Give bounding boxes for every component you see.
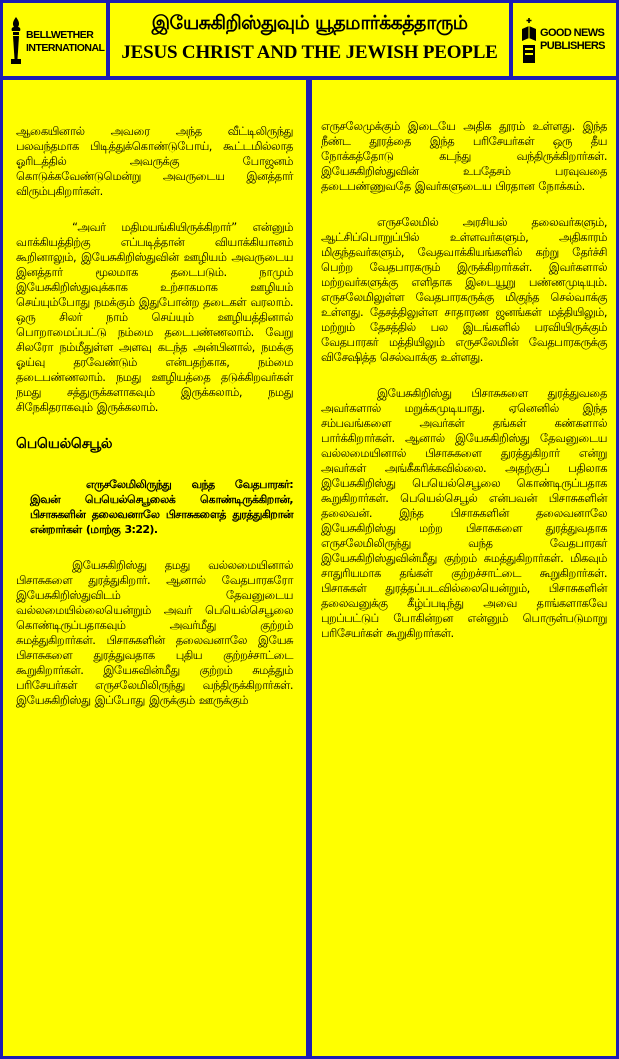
good-news-line-1: GOOD NEWS — [540, 27, 605, 39]
english-title: JESUS CHRIST AND THE JEWISH PEOPLE — [121, 42, 498, 63]
title-box — [110, 3, 509, 76]
right-column — [312, 80, 616, 1056]
body-paragraph: எருசலேமில் அரசியல் தலைவர்களும், ஆட்சிப்பொறுப்பில் உள்ளவர்களும், அதிகாரம் மிகுந்தவர்களும், வேதவாக்கியங்களில் கற்று தேர்ச்சி பெற்ற வேதபாரகரும் இருக்கிறார்கள். இவர்களால் மற்றவர்களுக்கு எளிதாக இடையூறு பண்ணமுடியும். எருசலேமிலுள்ள வேதபாரகருக்கு மிகுந்த செல்வாக்கு உள்ளது. தேசத்திலுள்ள சாதாரண ஜனங்கள் மத்தியிலும், மற்றும் தேசத்தில் பல இடங்களில் பரவியிருக்கும் வேதபாரகர் மத்தியிலும் எருசலேமின் வேதபாரகருக்கு விசேஷித்த செல்வாக்கு உள்ளது. — [321, 215, 607, 364]
body-paragraph: ஆகையினால் அவரை அந்த வீட்டிலிருந்து பலவந்தமாக பிடித்துக்கொண்டுபோய், கூட்டமில்லாத ஓரிடத்தில் அவருக்கு போஜனம் கொடுக்கவேண்டுமென்று அவருடைய இனத்தார் விரும்புகிறார்கள். — [16, 124, 293, 198]
book-icon — [521, 15, 537, 65]
left-column-content — [16, 124, 293, 729]
good-news-logo-box — [513, 3, 616, 76]
bellwether-line-1: BELLWETHER — [26, 29, 94, 41]
body-paragraph: இயேசுகிறிஸ்து தமது வல்லமையினால் பிசாசுகளை துரத்துகிறார். ஆனால் வேதபாரகரோ இயேசுகிறிஸ்துவிடம் தேவனுடைய வல்லமையில்லையென்றும் அவர் பெயெல்செபூலை கொண்டிருப்பதாகவும் அவர்மீது குற்றம் சுமத்துகிறார்கள். பிசாசுகளின் தலைவனாலே இயேசு பிசாசுகளை துரத்துவதாக புதிய குற்றச்சாட்டை கூறுகிறார்கள். இயேசுவின்மீது குற்றம் சுமத்தும் பரிசேயர்கள் எருசலேமிலிருந்து வந்திருக்கிறார்கள். இயேசுகிறிஸ்து இப்போது இருக்கும் ஊருக்கும் — [16, 558, 293, 707]
body-paragraph: “அவர் மதிமயங்கியிருக்கிறார்” என்னும் வாக்கியத்திற்கு எப்படித்தான் வியாக்கியானம் கூறினாலும், இயேசுகிறிஸ்துவின் ஊழியம் அவருடைய இனத்தார் மூலமாக தடைபடும். நாமும் இயேசுகிறிஸ்துவுக்காக உற்சாகமாக ஊழியம் செய்யும்போது நமக்கும் இதுபோன்ற தடைகள் வரலாம். ஒரு சிலர் நாம் செய்யும் ஊழியத்தினால் பொறாமைப்பட்டு நம்மை தடைபண்ணலாம். வேறு சிலரோ நம்மீதுள்ள அளவு கடந்த அன்பினால், நமக்கு ஓய்வு தரவேண்டும் என்பதற்காக, நம்மை தடைபண்ணலாம். நமது ஊழியத்தை தடுக்கிறவர்கள் நமது சத்துருக்களாகவும் இருக்கலாம், நமது சிநேகிதராகவும் இருக்கலாம். — [16, 220, 293, 414]
right-column-content — [321, 119, 607, 662]
bellwether-logo — [9, 15, 105, 65]
left-column — [3, 80, 306, 1056]
good-news-logo — [521, 13, 611, 68]
torch-icon — [9, 15, 23, 65]
body-paragraph: இயேசுகிறிஸ்து பிசாசுகளை துரத்துவதை அவர்களால் மறுக்கமுடியாது. ஏனெனில் இந்த சம்பவங்களை அவர்கள் தங்கள் கண்களால் பார்க்கிறார்கள். ஆனால் இயேசுகிறிஸ்து தேவனுடைய வல்லமையினால் பிசாசுகளை துரத்துகிறார் என்று அவர்கள் அங்கீகரிக்கவில்லை. அதற்குப் பதிலாக இயேசுகிறிஸ்து பெயெல்செபூலை கொண்டிருப்பதாக கூறுகிறார்கள். பெயெல்செபூல் என்பவன் பிசாசுகளின் தலைவன். இந்த பிசாசுகளின் தலைவனாலே இயேசுகிறிஸ்து மற்ற பிசாசுகளை துரத்துவதாக எருசலேமிலிருந்து வந்த வேதபாரகர் இயேசுகிறிஸ்துவின்மீது குற்றம் சுமத்துகிறார்கள். மிகவும் சாதுரியமாக தங்கள் குற்றச்சாட்டை கூறுகிறார்கள். பிசாசுகள் துரத்தப்படவில்லையென்றும், பிசாசுகளின் தலைவனுக்கு கீழ்ப்படிந்து அவை தாங்களாகவே புறப்பட்டுப் போகின்றன என்னும் பொருள்படுமாறு பரிசேயர்கள் கூறுகிறார்கள். — [321, 386, 607, 640]
good-news-line-2: PUBLISHERS — [540, 40, 605, 52]
bellwether-line-2: INTERNATIONAL — [26, 42, 105, 54]
bellwether-logo-box — [3, 3, 106, 76]
bellwether-wordmark — [26, 29, 104, 55]
body-paragraph: எருசலேமுக்கும் இடையே அதிக தூரம் உள்ளது. இந்த நீண்ட தூரத்தை இந்த பரிசேயர்கள் ஒரு தீய நோக்கத்தோடு கடந்து வந்திருக்கிறார்கள். இயேசுகிறிஸ்துவின் உபதேசம் பரவுவதை தடைபண்ணுவதே இவர்களுடைய பிரதான நோக்கம். — [321, 119, 607, 193]
section-heading: பெயெல்செபூல் — [16, 436, 113, 452]
good-news-wordmark — [540, 27, 605, 53]
tamil-title: இயேசுகிறிஸ்துவும் யூதமார்க்கத்தாரும் — [151, 12, 468, 34]
scripture-quote: எருசலேமிலிருந்து வந்த வேதபாரகர்: இவன் பெயெல்செபூலைக் கொண்டிருக்கிறான், பிசாசுகளின் தலைவனாலே பிசாசுகளைத் துரத்துகிறான் என்றார்கள் (மாற்கு 3:22). — [30, 478, 293, 536]
